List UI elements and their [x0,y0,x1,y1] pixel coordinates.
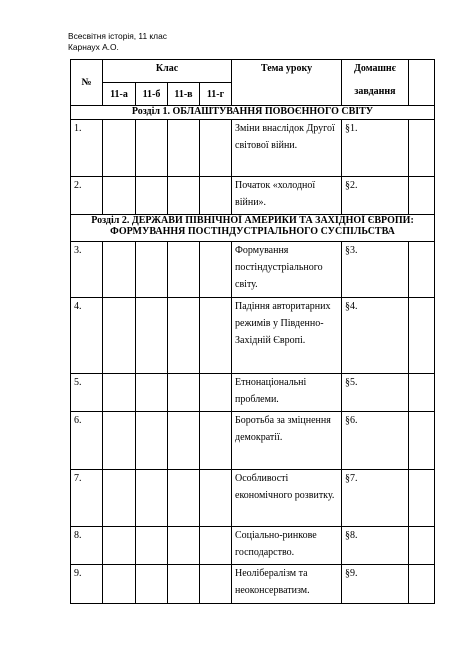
lesson-plan-table [70,59,435,604]
row-number: 5. [71,374,103,412]
class-cell [200,242,232,298]
lesson-topic: Етнонаціональні проблеми. [232,374,342,412]
row-number: 9. [71,565,103,604]
class-cell [103,470,136,527]
lesson-topic: Формування постіндустріального світу. [232,242,342,298]
class-cell [103,374,136,412]
column-header-number: № [71,60,103,106]
table-row [71,298,435,374]
class-cell [168,527,200,565]
class-cell [103,565,136,604]
lesson-topic: Падіння авторитарних режимів у Південно-Західній Європі. [232,298,342,374]
table-row [71,242,435,298]
class-cell [200,527,232,565]
row-number: 8. [71,527,103,565]
class-cell [103,120,136,177]
row-number: 3. [71,242,103,298]
extra-column-header [409,60,435,106]
lesson-topic: Неолібералізм та неоконсерватизм. [232,565,342,604]
class-cell [103,527,136,565]
document-subject: Всесвітня історія, 11 клас [68,31,167,41]
table-row [71,527,435,565]
homework-header-line2: завдання [354,86,396,97]
homework-cell: §5. [342,374,409,412]
extra-cell [409,470,435,527]
lesson-topic: Зміни внаслідок Другої світової війни. [232,120,342,177]
class-cell [136,470,168,527]
class-cell [103,177,136,215]
table-row [71,177,435,215]
class-cell [136,412,168,470]
class-cell [168,470,200,527]
homework-cell: §7. [342,470,409,527]
lesson-topic: Особливості економічного розвитку. [232,470,342,527]
class-cell [136,242,168,298]
section-2-heading [71,215,435,242]
homework-cell: §8. [342,527,409,565]
table-row [71,412,435,470]
class-header-11g: 11-г [200,83,232,106]
class-header-11a: 11-а [103,83,136,106]
extra-cell [409,374,435,412]
extra-cell [409,177,435,215]
class-cell [168,412,200,470]
class-cell [168,120,200,177]
class-cell [200,470,232,527]
homework-cell: §6. [342,412,409,470]
class-cell [200,298,232,374]
column-header-class: Клас [103,60,232,83]
class-cell [168,298,200,374]
extra-cell [409,412,435,470]
class-cell [200,565,232,604]
section-2-heading-line1: Розділ 2. ДЕРЖАВИ ПІВНІЧНОЇ АМЕРИКИ ТА ЗАХІДНОЇ ЄВРОПИ: [91,215,414,226]
column-header-homework [342,60,409,106]
homework-cell: §1. [342,120,409,177]
table-row [71,565,435,604]
class-cell [103,412,136,470]
table-row [71,120,435,177]
homework-cell: §4. [342,298,409,374]
homework-cell: §9. [342,565,409,604]
class-header-11v: 11-в [168,83,200,106]
class-cell [136,177,168,215]
class-cell [136,565,168,604]
class-cell [136,527,168,565]
section-2-heading-line2: ФОРМУВАННЯ ПОСТІНДУСТРІАЛЬНОГО СУСПІЛЬСТВА [110,226,395,237]
row-number: 2. [71,177,103,215]
class-cell [200,374,232,412]
lesson-topic: Соціально-ринкове господарство. [232,527,342,565]
class-cell [200,120,232,177]
row-number: 7. [71,470,103,527]
class-cell [103,242,136,298]
lesson-topic: Початок «холодної війни». [232,177,342,215]
homework-cell: §3. [342,242,409,298]
table-row [71,470,435,527]
class-cell [168,374,200,412]
column-header-topic: Тема уроку [232,60,342,106]
class-cell [200,412,232,470]
extra-cell [409,120,435,177]
row-number: 6. [71,412,103,470]
document-author: Карнаух А.О. [68,42,119,52]
class-cell [168,177,200,215]
class-cell [168,565,200,604]
row-number: 1. [71,120,103,177]
class-cell [136,298,168,374]
class-cell [103,298,136,374]
extra-cell [409,298,435,374]
extra-cell [409,565,435,604]
table-row [71,374,435,412]
row-number: 4. [71,298,103,374]
class-cell [136,120,168,177]
homework-cell: §2. [342,177,409,215]
section-1-heading: Розділ 1. ОБЛАШТУВАННЯ ПОВОЄННОГО СВІТУ [71,106,435,120]
extra-cell [409,527,435,565]
class-cell [136,374,168,412]
class-header-11b: 11-б [136,83,168,106]
extra-cell [409,242,435,298]
lesson-topic: Боротьба за зміцнення демократії. [232,412,342,470]
homework-header-line1: Домашнє [354,63,396,74]
class-cell [168,242,200,298]
class-cell [200,177,232,215]
